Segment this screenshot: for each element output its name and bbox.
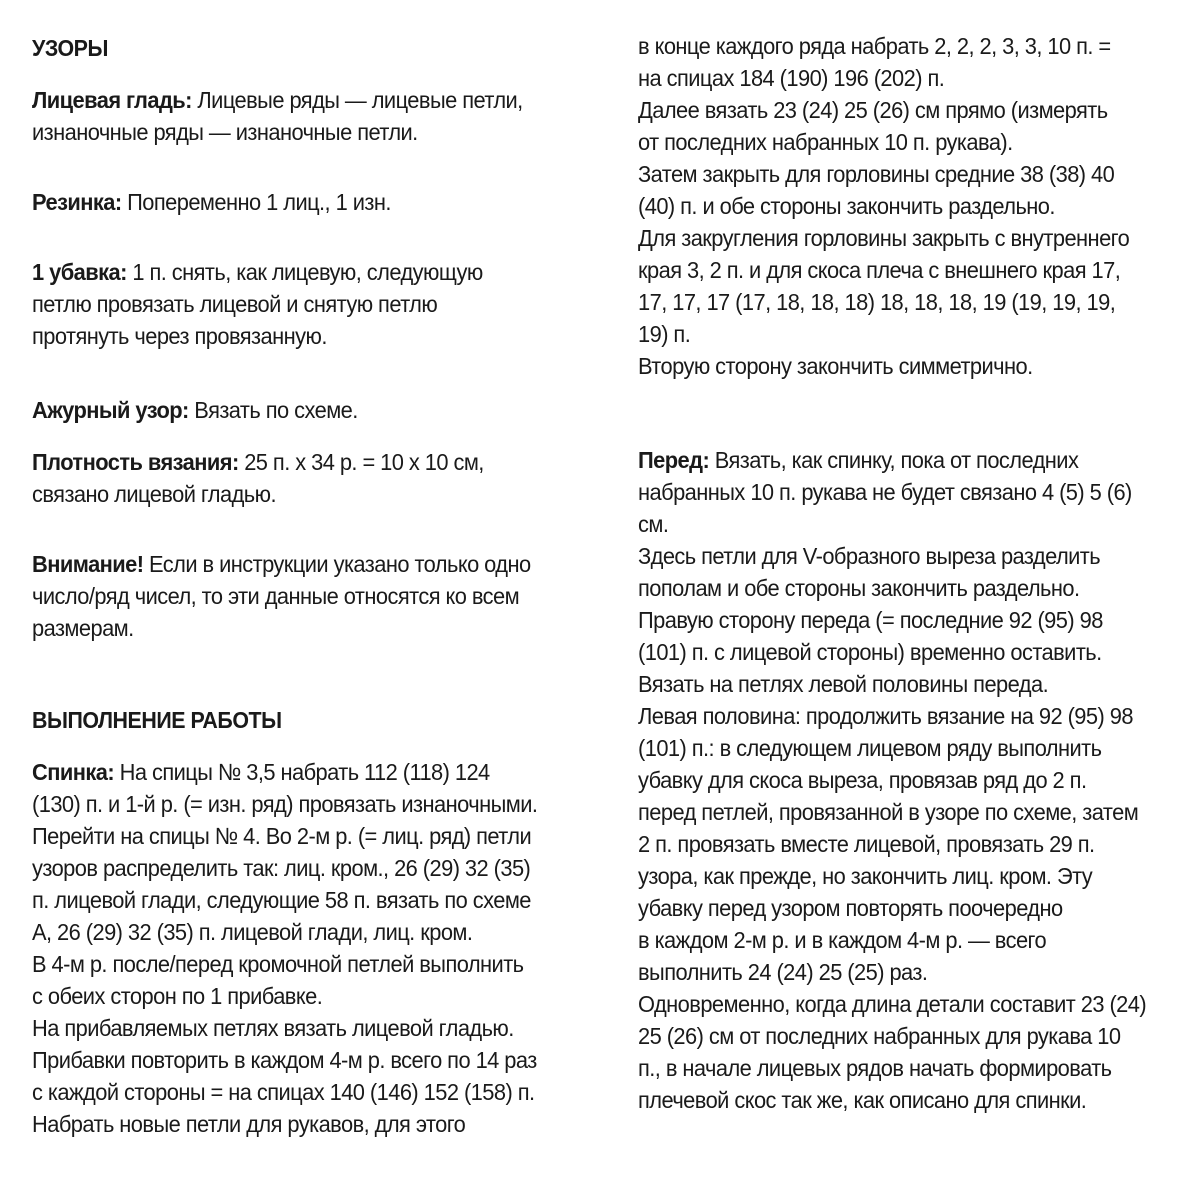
- front-label: Перед:: [638, 447, 710, 473]
- back-cont-line: 17, 17, 17 (17, 18, 18, 18) 18, 18, 18, 19 (19, 19, 19,: [638, 289, 1116, 315]
- back-line: В 4-м р. после/перед кромочной петлей выполнить: [32, 951, 524, 977]
- attention-line: размерам.: [32, 615, 134, 641]
- back-cont-line: Для закругления горловины закрыть с внутреннего: [638, 225, 1130, 251]
- back-cont-line: Вторую сторону закончить симметрично.: [638, 353, 1033, 379]
- decrease-label: 1 убавка:: [32, 259, 127, 285]
- rib-line: Попеременно 1 лиц., 1 изн.: [127, 189, 391, 215]
- back-paragraph: [32, 756, 605, 1140]
- stockinette-label: Лицевая гладь:: [32, 87, 192, 113]
- decrease-line: 1 п. снять, как лицевую, следующую: [132, 259, 483, 285]
- back-cont-line: Далее вязать 23 (24) 25 (26) см прямо (измерять: [638, 97, 1108, 123]
- lace-label: Ажурный узор:: [32, 397, 189, 423]
- back-cont-line: (40) п. и обе стороны закончить раздельно.: [638, 193, 1055, 219]
- back-line: узоров распределить так: лиц. кром., 26 (29) 32 (35): [32, 855, 531, 881]
- front-line: п., в начале лицевых рядов начать формировать: [638, 1055, 1112, 1081]
- attention-line: Если в инструкции указано только одно: [149, 551, 531, 577]
- rib-paragraph: [32, 186, 605, 218]
- front-line: убавку для скоса выреза, провязав ряд до 2 п.: [638, 767, 1087, 793]
- front-line: Левая половина: продолжить вязание на 92 (95) 98: [638, 703, 1133, 729]
- gauge-paragraph: [32, 446, 605, 510]
- front-line: 2 п. провязать вместе лицевой, провязать 29 п.: [638, 831, 1095, 857]
- front-line: узора, как прежде, но закончить лиц. кром. Эту: [638, 863, 1093, 889]
- back-line: Набрать новые петли для рукавов, для этого: [32, 1111, 466, 1137]
- back-line: (130) п. и 1-й р. (= изн. ряд) провязать изнаночными.: [32, 791, 538, 817]
- front-line: в каждом 2-м р. и в каждом 4-м р. — всего: [638, 927, 1047, 953]
- stockinette-line: Лицевые ряды — лицевые петли,: [197, 87, 523, 113]
- stockinette-paragraph: [32, 84, 605, 148]
- front-line: Одновременно, когда длина детали составит 23 (24): [638, 991, 1147, 1017]
- front-line: (101) п.: в следующем лицевом ряду выполнить: [638, 735, 1102, 761]
- attention-paragraph: [32, 548, 605, 644]
- front-line: убавку перед узором повторять поочередно: [638, 895, 1063, 921]
- front-line: 25 (26) см от последних набранных для рукава 10: [638, 1023, 1121, 1049]
- back-line: Перейти на спицы № 4. Во 2-м р. (= лиц. ряд) петли: [32, 823, 532, 849]
- front-line: Здесь петли для V-образного выреза разделить: [638, 543, 1101, 569]
- lace-line: Вязать по схеме.: [194, 397, 358, 423]
- decrease-paragraph: [32, 256, 605, 352]
- back-cont-line: 19) п.: [638, 321, 691, 347]
- stockinette-line: изнаночные ряды — изнаночные петли.: [32, 119, 418, 145]
- back-line: п. лицевой глади, следующие 58 п. вязать по схеме: [32, 887, 531, 913]
- front-line: плечевой скос так же, как описано для спинки.: [638, 1087, 1087, 1113]
- front-line: Вязать, как спинку, пока от последних: [714, 447, 1079, 473]
- back-line: А, 26 (29) 32 (35) п. лицевой глади, лиц. кром.: [32, 919, 473, 945]
- front-line: набранных 10 п. рукава не будет связано 4 (5) 5 (6): [638, 479, 1132, 505]
- work-title: ВЫПОЛНЕНИЕ РАБОТЫ: [32, 707, 282, 733]
- gauge-label: Плотность вязания:: [32, 449, 239, 475]
- back-cont-line: на спицах 184 (190) 196 (202) п.: [638, 65, 945, 91]
- attention-line: число/ряд чисел, то эти данные относятся ко всем: [32, 583, 520, 609]
- rib-label: Резинка:: [32, 189, 122, 215]
- back-line: с обеих сторон по 1 прибавке.: [32, 983, 323, 1009]
- front-line: см.: [638, 511, 669, 537]
- decrease-line: протянуть через провязанную.: [32, 323, 327, 349]
- front-line: выполнить 24 (24) 25 (25) раз.: [638, 959, 928, 985]
- back-cont-line: от последних набранных 10 п. рукава).: [638, 129, 1013, 155]
- decrease-line: петлю провязать лицевой и снятую петлю: [32, 291, 438, 317]
- patterns-title: УЗОРЫ: [32, 35, 108, 61]
- attention-label: Внимание!: [32, 551, 144, 577]
- back-cont-line: края 3, 2 п. и для скоса плеча с внешнего края 17,: [638, 257, 1121, 283]
- front-line: пополам и обе стороны закончить раздельно.: [638, 575, 1080, 601]
- back-line: Прибавки повторить в каждом 4-м р. всего по 14 раз: [32, 1047, 537, 1073]
- lace-paragraph: [32, 394, 605, 426]
- back-line: На прибавляемых петлях вязать лицевой гладью.: [32, 1015, 514, 1041]
- back-line: На спицы № 3,5 набрать 112 (118) 124: [119, 759, 490, 785]
- back-line: с каждой стороны = на спицах 140 (146) 152 (158) п.: [32, 1079, 535, 1105]
- front-line: Вязать на петлях левой половины переда.: [638, 671, 1049, 697]
- front-paragraph: [638, 444, 1180, 1116]
- front-line: перед петлей, провязанной в узоре по схеме, затем: [638, 799, 1139, 825]
- front-line: (101) п. с лицевой стороны) временно оставить.: [638, 639, 1102, 665]
- back-cont-line: в конце каждого ряда набрать 2, 2, 2, 3, 3, 10 п. =: [638, 33, 1111, 59]
- front-line: Правую сторону переда (= последние 92 (95) 98: [638, 607, 1103, 633]
- gauge-line: 25 п. х 34 р. = 10 х 10 см,: [244, 449, 484, 475]
- gauge-line: связано лицевой гладью.: [32, 481, 276, 507]
- back-label: Спинка:: [32, 759, 115, 785]
- back-cont-line: Затем закрыть для горловины средние 38 (38) 40: [638, 161, 1115, 187]
- back-continued-paragraph: [638, 30, 1180, 382]
